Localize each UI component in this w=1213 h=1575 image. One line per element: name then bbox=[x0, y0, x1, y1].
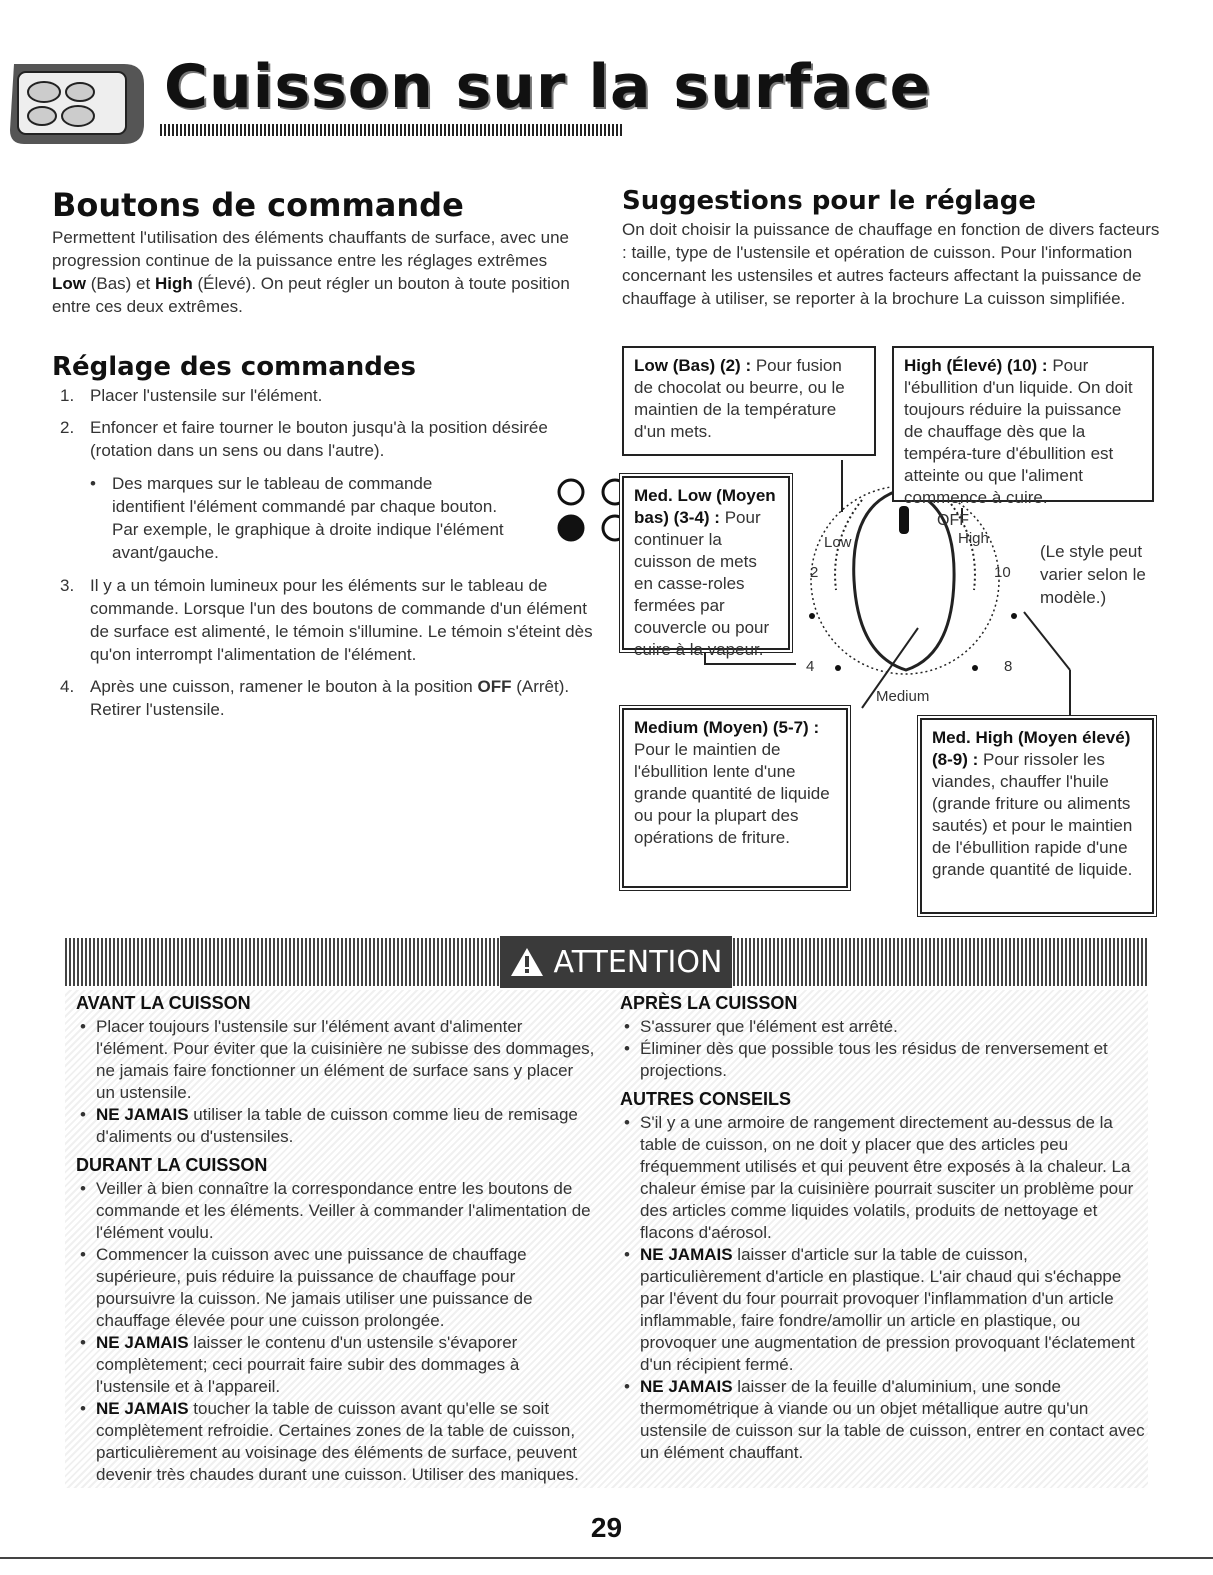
attention-label: ATTENTION bbox=[500, 936, 732, 988]
knob-medium-label: Medium bbox=[876, 688, 930, 705]
knob-high-label: High bbox=[958, 530, 989, 547]
high-setting-box: High (Élevé) (10) : Pour l'ébullition d'un liquide. On doit toujours réduire la puissance de chauffage dès que la tempéra-ture d'ébullition est atteinte ou que l'aliment commence à cuire. bbox=[892, 346, 1154, 502]
page-number: 29 bbox=[590, 1512, 623, 1543]
page-title: Cuisson sur la surface bbox=[164, 52, 932, 122]
apres-heading: APRÈS LA CUISSON bbox=[620, 993, 798, 1013]
step-3: 3. Il y a un témoin lumineux pour les éléments sur le tableau de commande. Lorsque l'un des boutons de commande d'un élément de surface est alimenté, le témoin s'illumine. Le témoin s'éteint dès qu'on interrompt l'alimentation de l'élément. bbox=[60, 576, 593, 664]
suggestions-intro: On doit choisir la puissance de chauffage en fonction de divers facteurs : taille, type de l'ustensile et opération de cuisson. Pour l'information concernant les ustensiles et autres facteurs affectant la puissance de chauffage à utiliser, se reporter à la brochure La cuisson simplifiée. bbox=[622, 220, 1160, 308]
autres-item: • NE JAMAIS laisser d'article sur la table de cuisson, particulièrement d'article en plastique. L'air chaud qui s'échappe par l'évent du four pourrait provoquer l'inflammation d'un article inflammable, faire fondre/amollir un article en plastique, ou provoquer une augmentation de pression provoquant l'éclatement d'un récipient fermé. bbox=[620, 1244, 1145, 1376]
boutons-paragraph: Permettent l'utilisation des éléments chauffants de surface, avec une progression continue de la puissance entre les réglages extrêmes Low (Bas) et High (Élevé). On peut régler un bouton à toute position entre ces deux extrêmes. bbox=[52, 228, 570, 316]
style-note: (Le style peut varier selon le modèle.) bbox=[1040, 542, 1146, 607]
apres-item: • Éliminer dès que possible tous les résidus de renversement et projections. bbox=[620, 1038, 1145, 1082]
knob-2-label: 2 bbox=[810, 564, 819, 581]
autres-heading: AUTRES CONSEILS bbox=[620, 1089, 792, 1109]
durant-item: • NE JAMAIS toucher la table de cuisson avant qu'elle se soit complètement refroidie. Certaines zones de la table de cuisson, particulièrement au voisinage des éléments de surface, peuvent devenir très chaudes durant une cuisson. Utiliser des maniques. bbox=[76, 1398, 596, 1486]
autres-item: • S'il y a une armoire de rangement directement au-dessus de la table de cuisson, on ne doit y placer que des articles peu fréquemment utilisés et qui peuvent être exposés à la chaleur. La chaleur émise par la cuisinière pourrait susciter un problème pour des articles comme liquides volatils, produits de nettoyage et flacons d'aérosol. bbox=[620, 1112, 1145, 1244]
warning-icon bbox=[510, 947, 544, 977]
avant-heading: AVANT LA CUISSON bbox=[76, 993, 251, 1013]
medium-setting-box: Medium (Moyen) (5-7) : Pour le maintien de l'ébullition lente d'une grande quantité de liquide ou pour la plupart des opérations de friture. bbox=[622, 708, 848, 888]
autres-item: • NE JAMAIS laisser de la feuille d'aluminium, une sonde thermométrique à viande ou un objet métallique autre qu'un ustensile de cuisson sur la table de cuisson, entrer en contact avec un élément chauffant. bbox=[620, 1376, 1145, 1464]
durant-item: • NE JAMAIS laisser le contenu d'un ustensile s'évaporer complètement; ceci pourrait faire subir des dommages à l'ustensile et à l'appareil. bbox=[76, 1332, 596, 1398]
low-setting-box: Low (Bas) (2) : Pour fusion de chocolat ou beurre, ou le maintien de la température d'un mets. bbox=[622, 346, 876, 456]
suggestions-heading: Suggestions pour le réglage bbox=[622, 186, 1037, 216]
bottom-rule bbox=[0, 1557, 1213, 1559]
step-1: 1. Placer l'ustensile sur l'élément. bbox=[60, 386, 323, 405]
step-4: 4. Après une cuisson, ramener le bouton à la position OFF (Arrêt). Retirer l'ustensile. bbox=[60, 677, 570, 719]
cooktop-icon bbox=[4, 54, 152, 150]
durant-item: • Commencer la cuisson avec une puissance de chauffage supérieure, puis réduire la puissance de chauffage pour poursuivre la cuisson. Ne jamais utiliser une puissance de chauffage élevée pour une cuisson prolongée. bbox=[76, 1244, 596, 1332]
apres-item: • S'assurer que l'élément est arrêté. bbox=[620, 1016, 1145, 1038]
knob-4-label: 4 bbox=[806, 658, 815, 675]
durant-heading: DURANT LA CUISSON bbox=[76, 1155, 268, 1175]
avant-item: • Placer toujours l'ustensile sur l'élément avant d'alimenter l'élément. Pour éviter que la cuisinière ne subisse des dommages, ne jamais faire fonctionner un élément de surface sans y placer un ustensile. bbox=[76, 1016, 596, 1104]
medhigh-setting-box: Med. High (Moyen élevé) (8-9) : Pour rissoler les viandes, chauffer l'huile (grande friture ou aliments sautés) et pour le maintien de l'ébullition rapide d'une grande quantité de liquide. bbox=[920, 718, 1154, 914]
reglage-steps bbox=[60, 384, 600, 730]
reglage-heading: Réglage des commandes bbox=[52, 352, 417, 382]
step-2: 2. Enfoncer et faire tourner le bouton jusqu'à la position désirée (rotation dans un sens ou dans l'autre). • Des marques sur le tableau de commande identifient l'élément commandé par chaque bouton. Par exemple, le graphique à droite indique l'élément avant/gauche. bbox=[60, 416, 600, 564]
knob-low-label: Low bbox=[824, 534, 852, 551]
boutons-heading: Boutons de commande bbox=[52, 186, 464, 224]
title-rule bbox=[160, 124, 622, 136]
knob-8-label: 8 bbox=[1004, 658, 1013, 675]
medlow-setting-box: Med. Low (Moyen bas) (3-4) : Pour continuer la cuisson de mets en casse-roles fermées par couvercle ou pour cuire à la vapeur. bbox=[622, 476, 790, 650]
durant-item: • Veiller à bien connaître la correspondance entre les boutons de commande et les éléments. Veiller à commander l'alimentation de l'élément voulu. bbox=[76, 1178, 596, 1244]
step-2-note: • Des marques sur le tableau de commande identifient l'élément commandé par chaque bouton. Par exemple, le graphique à droite indique l'élément avant/gauche. bbox=[90, 472, 507, 564]
avant-item: • NE JAMAIS utiliser la table de cuisson comme lieu de remisage d'aliments ou d'ustensiles. bbox=[76, 1104, 596, 1148]
knob-10-label: 10 bbox=[994, 564, 1011, 581]
attention-right-column bbox=[620, 992, 1145, 1470]
attention-left-column bbox=[76, 992, 596, 1492]
knob-off-label: OFF bbox=[937, 512, 969, 529]
